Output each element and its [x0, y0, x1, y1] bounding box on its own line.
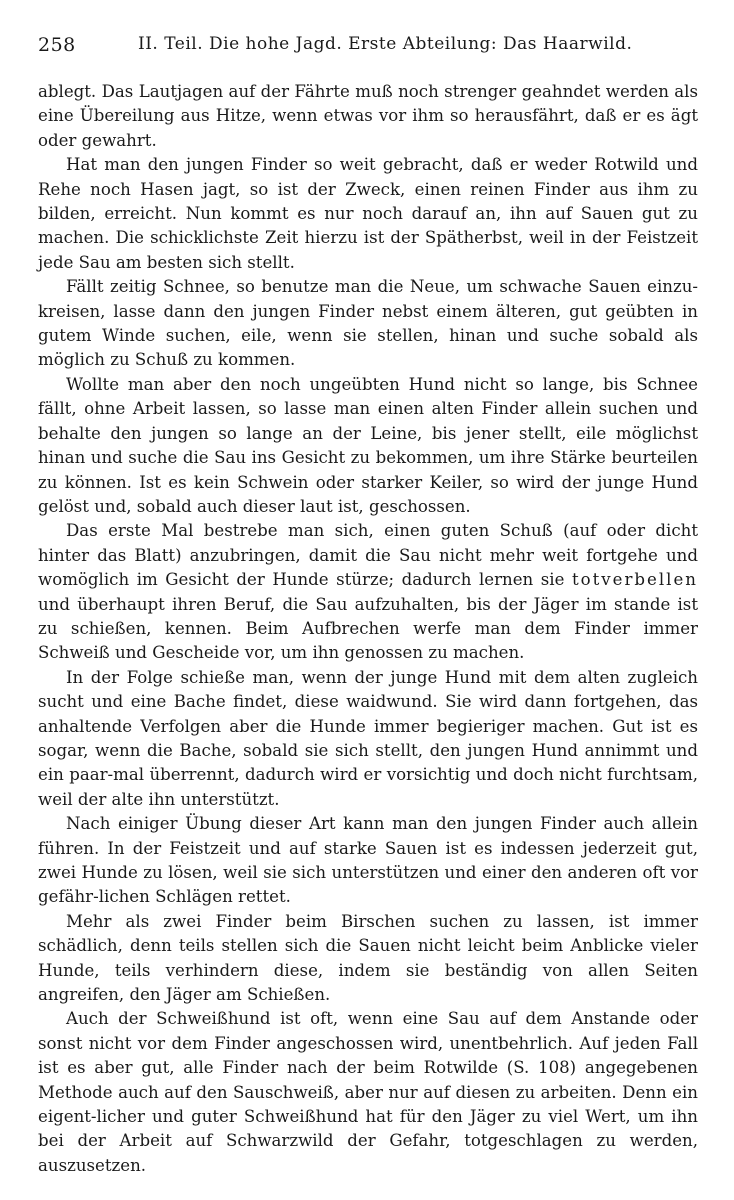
- page-header: [38, 34, 718, 60]
- paragraph-2: Hat man den jungen Finder so weit gebracht, daß er weder Rotwild und Rehe noch Hasen jagt, so ist der Zweck, einen reinen Finder aus ihm zu bilden, erreicht. Nun kommt es nur noch darauf an, ihn auf Sauen gut zu machen. Die schicklichste Zeit hierzu ist der Spätherbst, weil in der Feistzeit jede Sau am besten sich stellt.: [38, 155, 698, 272]
- emphasized-term: totverbellen: [571, 570, 698, 590]
- running-head: II. Teil. Die hohe Jagd. Erste Abteilung: Das Haarwild.: [138, 34, 633, 54]
- paragraph-4: Wollte man aber den noch ungeübten Hund nicht so lange, bis Schnee fällt, ohne Arbeit lassen, so lasse man einen alten Finder allein suchen und behalte den jungen so lange an der Leine, bis jener stellt, eile möglichst hinan und suche die Sau ins Gesicht zu bekommen, um ihre Stärke beurteilen zu können. Ist es kein Schwein oder starker Keiler, so wird der junge Hund gelöst und, sobald auch dieser laut ist, geschossen.: [38, 374, 698, 516]
- paragraph-5: [38, 519, 698, 665]
- paragraph-8: Mehr als zwei Finder beim Birschen suchen zu lassen, ist immer schädlich, denn teils stellen sich die Sauen nicht leicht beim Anblicke vieler Hunde, teils verhindern diese, indem sie beständig von allen Seiten angreifen, den Jäger am Schießen.: [38, 911, 698, 1005]
- page-number: 258: [38, 34, 76, 56]
- paragraph-5-after: und überhaupt ihren Beruf, die Sau aufzuhalten, bis der Jäger im stande ist zu schießen, kennen. Beim Aufbrechen werfe man dem Finder immer Schweiß und Gescheide vor, um ihn genossen zu machen.: [38, 594, 698, 663]
- paragraph-3: Fällt zeitig Schnee, so benutze man die Neue, um schwache Sauen einzu-kreisen, lasse dann den jungen Finder nebst einem älteren, gut geübten in gutem Winde suchen, eile, wenn sie stellen, hinan und suche sobald als möglich zu Schuß zu kommen.: [38, 277, 698, 370]
- paragraph-5-before: Das erste Mal bestrebe man sich, einen guten Schuß (auf oder dicht hinter das Blatt) anzubringen, damit die Sau nicht mehr weit fortgehe und womöglich im Gesicht der Hunde stürze; dadurch lernen sie: [38, 521, 698, 590]
- paragraph-7: Nach einiger Übung dieser Art kann man den jungen Finder auch allein führen. In der Feistzeit und auf starke Sauen ist es indessen jederzeit gut, zwei Hunde zu lösen, weil sie sich unterstützen und einer den anderen oft vor gefähr-lichen Schlägen rettet.: [38, 814, 698, 907]
- paragraph-6: In der Folge schieße man, wenn der junge Hund mit dem alten zugleich sucht und eine Bache findet, diese waidwund. Sie wird dann fortgehen, das anhaltende Verfolgen aber die Hunde immer begieriger machen. Gut ist es sogar, wenn die Bache, sobald sie sich stellt, den jungen Hund annimmt und ein paar-mal überrennt, dadurch wird er vorsichtig und doch nicht furchtsam, weil der alte ihn unterstützt.: [38, 667, 698, 809]
- paragraph-1: ablegt. Das Lautjagen auf der Fährte muß noch strenger geahndet werden als eine Übereilung aus Hitze, wenn etwas vor ihm so herausfährt, daß er es ägt oder gewahrt.: [38, 82, 698, 150]
- paragraph-9: Auch der Schweißhund ist oft, wenn eine Sau auf dem Anstande oder sonst nicht vor dem Finder angeschossen wird, unentbehrlich. Auf jeden Fall ist es aber gut, alle Finder nach der beim Rotwilde (S. 108) angegebenen Methode auch auf den Sauschweiß, aber nur auf diesen zu arbeiten. Denn ein eigent-licher und guter Schweißhund hat für den Jäger zu viel Wert, um ihn bei der Arbeit auf Schwarzwild der Gefahr, totgeschlagen zu werden, auszusetzen.: [38, 1009, 698, 1175]
- body-text: [38, 80, 698, 1178]
